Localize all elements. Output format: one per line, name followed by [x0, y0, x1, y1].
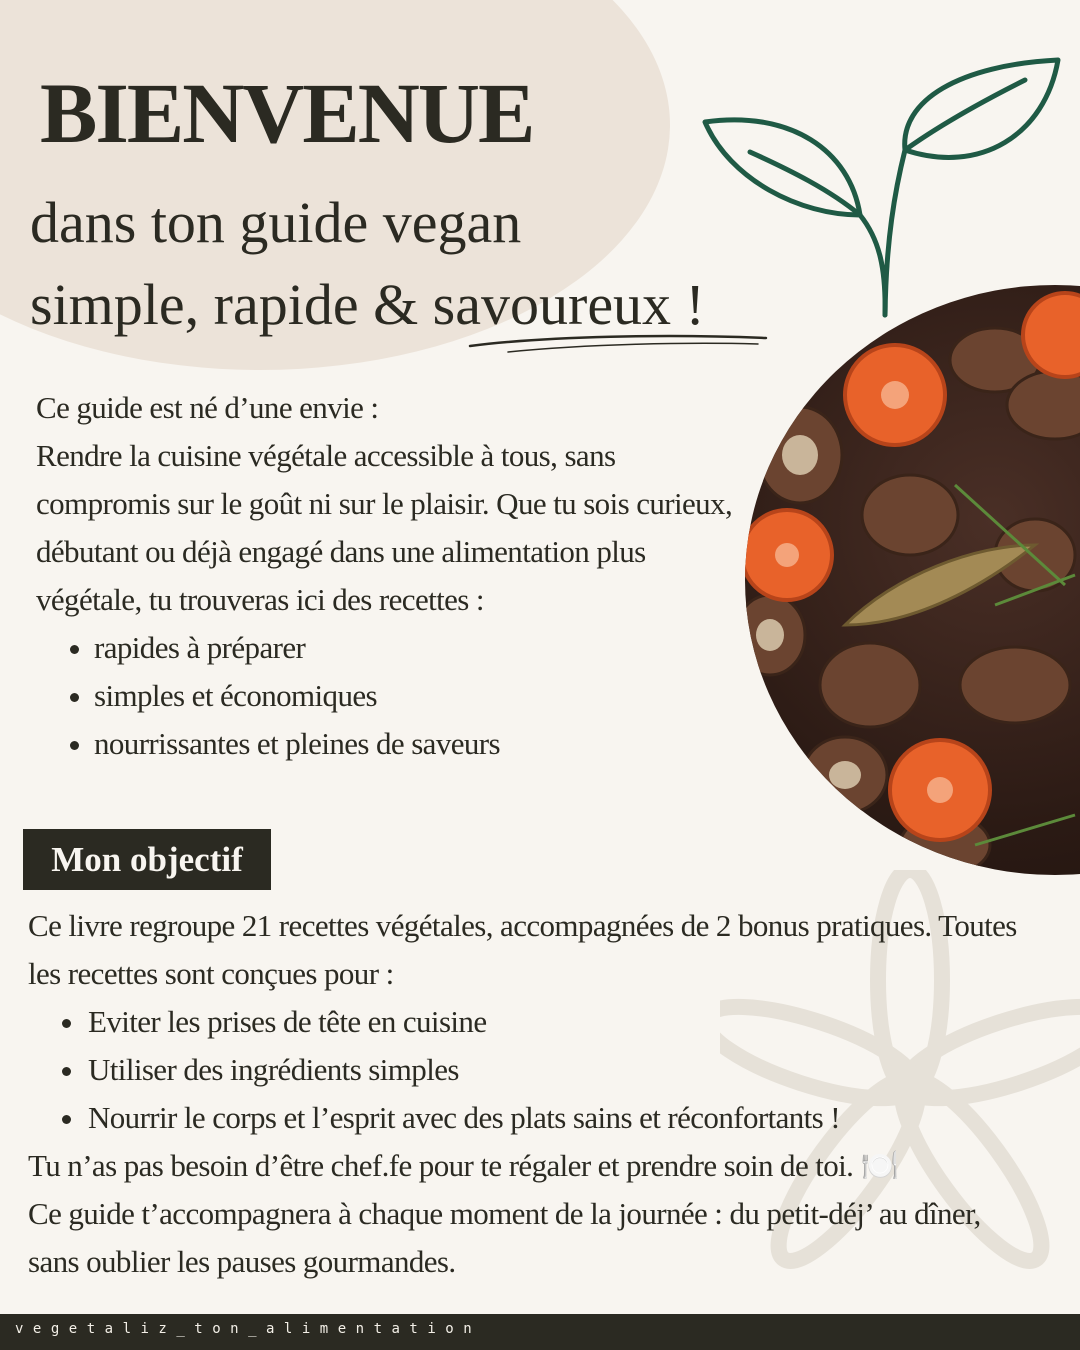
subtitle-line-1: dans ton guide vegan: [30, 190, 522, 255]
intro-lead: Ce guide est né d’une envie :: [36, 390, 379, 425]
list-item: Eviter les prises de tête en cuisine: [28, 998, 1028, 1046]
page-subtitle: [30, 182, 705, 346]
objectif-section: [28, 902, 1028, 1286]
closing-line-1: Tu n’as pas besoin d’être chef.fe pour te régaler et prendre soin de toi. 🍽️: [28, 1148, 899, 1183]
page-title: BIENVENUE: [40, 65, 534, 161]
objectif-list: [28, 998, 1028, 1142]
list-item: nourrissantes et pleines de saveurs: [36, 720, 736, 768]
footer-bar: [0, 1314, 1080, 1350]
list-item: rapides à préparer: [36, 624, 736, 672]
footer-handle: vegetaliz_ton_alimentation: [15, 1321, 482, 1337]
sprout-icon: [690, 40, 1070, 320]
objectif-badge: Mon objectif: [23, 829, 271, 890]
closing-line-2: Ce guide t’accompagnera à chaque moment de la journée : du petit-déj’ au dîner, sans oublier les pauses gourmandes.: [28, 1196, 981, 1279]
intro-list: [36, 624, 736, 768]
objectif-text: Ce livre regroupe 21 recettes végétales, accompagnées de 2 bonus pratiques. Toutes les recettes sont conçues pour :: [28, 908, 1017, 991]
list-item: simples et économiques: [36, 672, 736, 720]
underline-stroke: [468, 326, 768, 356]
intro-section: [36, 384, 736, 768]
food-photo: [745, 285, 1080, 875]
intro-text: Rendre la cuisine végétale accessible à tous, sans compromis sur le goût ni sur le plaisir. Que tu sois curieux, débutant ou déjà engagé dans une alimentation plus végétale, tu trouveras ici des recettes :: [36, 438, 733, 617]
list-item: Nourrir le corps et l’esprit avec des plats sains et réconfortants !: [28, 1094, 1028, 1142]
list-item: Utiliser des ingrédients simples: [28, 1046, 1028, 1094]
subtitle-line-2: simple, rapide & savoureux !: [30, 272, 705, 337]
